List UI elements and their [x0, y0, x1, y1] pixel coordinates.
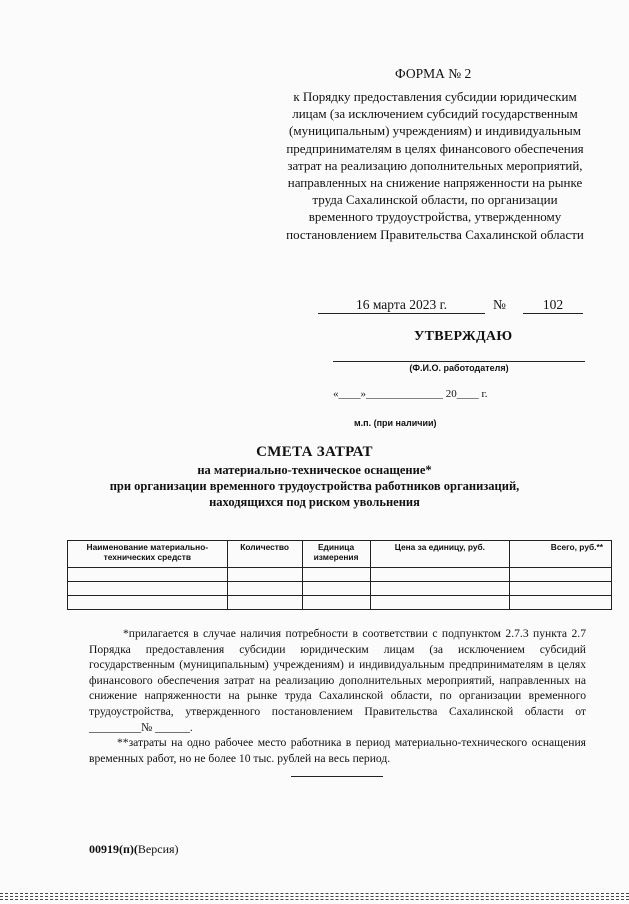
estimate-title: СМЕТА ЗАТРАТ — [256, 444, 373, 460]
table-cell[interactable] — [302, 582, 370, 596]
table-cell[interactable] — [227, 568, 302, 582]
resolution-number: 102 — [523, 296, 583, 314]
document-code: 00919(п)( — [89, 842, 138, 856]
estimate-subtitle-line: находящихся под риском увольнения — [209, 495, 420, 509]
number-sign: № — [493, 297, 506, 312]
approve-heading: УТВЕРЖДАЮ — [414, 329, 513, 344]
cost-table — [67, 540, 612, 610]
table-row — [68, 596, 612, 610]
table-cell[interactable] — [370, 568, 510, 582]
table-row — [68, 568, 612, 582]
table-cell[interactable] — [510, 568, 612, 582]
signature-caption: (Ф.И.О. работодателя) — [409, 363, 509, 373]
stamp-note: м.п. (при наличии) — [354, 418, 437, 428]
estimate-subtitle-line: при организации временного трудоустройства работников организаций, — [109, 479, 520, 493]
estimate-subtitle — [0, 462, 629, 510]
table-cell[interactable] — [227, 582, 302, 596]
table-cell[interactable] — [68, 596, 228, 610]
table-cell[interactable] — [370, 582, 510, 596]
form-title: ФОРМА № 2 — [395, 66, 472, 81]
table-cell[interactable] — [68, 568, 228, 582]
table-cell[interactable] — [302, 568, 370, 582]
footnote-attachment: *прилагается в случае наличия потребности в соответствии с подпунктом 2.7.3 пункта 2.7 Порядка предоставления субсидии юридическим лицам (за исключением субсидий государственным (муниципальным) учреждениям) и индивидуальным предпринимателям в целях финансового обеспечения затрат на реализацию дополнительных мероприятий, направленных на снижение напряженности на рынке труда Сахалинской области, по организации временного трудоустройства, утвержденного постановлением Правительства Сахалинской области от _________№ ______. — [89, 627, 586, 734]
table-cell[interactable] — [227, 596, 302, 610]
version-word: Версия) — [137, 842, 179, 856]
document-version — [89, 842, 179, 857]
col-header-name: Наименование материально-технических средств — [68, 541, 228, 568]
table-cell[interactable] — [510, 582, 612, 596]
table-cell[interactable] — [510, 596, 612, 610]
table-header-row — [68, 541, 612, 568]
col-header-unit: Единица измерения — [302, 541, 370, 568]
approval-date-row — [318, 296, 588, 316]
table-row — [68, 582, 612, 596]
resolution-date: 16 марта 2023 г. — [318, 296, 485, 314]
form-preamble: к Порядку предоставления субсидии юридическим лицам (за исключением субсидий государственным (муниципальным) учреждениям) и индивидуальным предпринимателям в целях финансового обеспечения затрат на реализацию дополнительных мероприятий, направленных на снижение напряженности на рынке труда Сахалинской области, по организации временного трудоустройства, утвержденному постановлением Правительства Сахалинской области — [286, 89, 584, 242]
col-header-total: Всего, руб.** — [510, 541, 612, 568]
col-header-quantity: Количество — [227, 541, 302, 568]
scan-edge-artifact — [0, 893, 629, 904]
approval-date-blank: «____»______________ 20____ г. — [333, 388, 488, 400]
end-rule — [291, 776, 383, 777]
table-cell[interactable] — [302, 596, 370, 610]
table-cell[interactable] — [370, 596, 510, 610]
footnote-cost-limit: **затраты на одно рабочее место работника в период материально-технического оснащения временных работ, но не более 10 тыс. рублей на весь период. — [89, 736, 586, 765]
table-cell[interactable] — [68, 582, 228, 596]
col-header-price: Цена за единицу, руб. — [370, 541, 510, 568]
estimate-subtitle-line: на материально-техническое оснащение* — [197, 463, 432, 477]
signature-line — [333, 361, 585, 362]
